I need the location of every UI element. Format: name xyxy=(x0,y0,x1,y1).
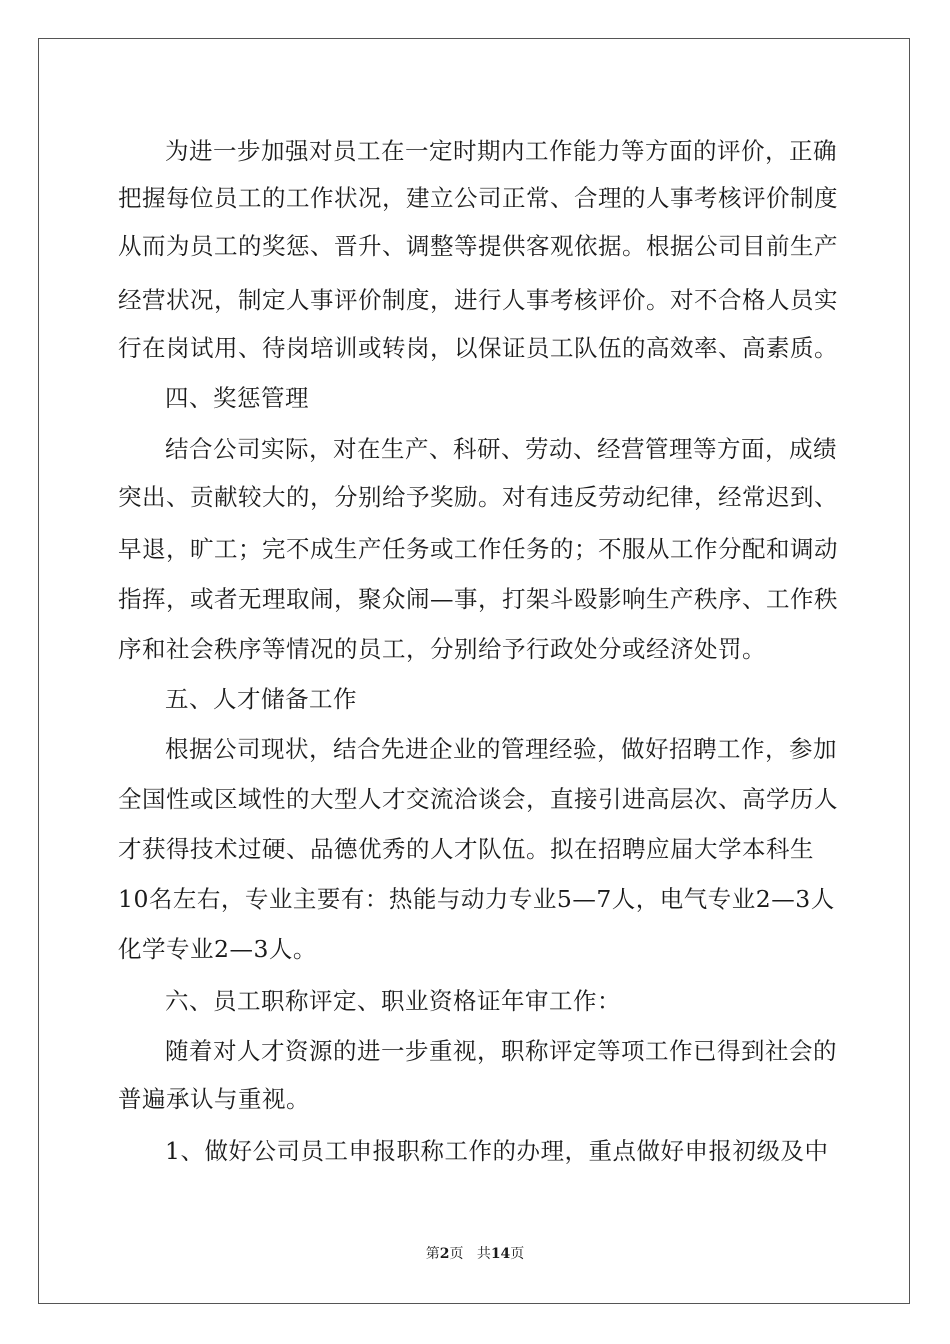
paragraph-line: 突出、贡献较大的，分别给予奖励。对有违反劳动纪律，经常迟到、 xyxy=(118,483,838,511)
page-prefix: 第 xyxy=(425,1246,440,1262)
paragraph-line: 1、做好公司员工申报职称工作的办理，重点做好申报初级及中 xyxy=(165,1137,829,1165)
paragraph-line: 行在岗试用、待岗培训或转岗，以保证员工队伍的高效率、高素质。 xyxy=(118,334,838,362)
paragraph-line: 根据公司现状，结合先进企业的管理经验，做好招聘工作，参加 xyxy=(165,735,837,763)
section-heading: 五、人才储备工作 xyxy=(165,685,357,713)
page-suffix: 页 xyxy=(449,1246,464,1262)
section-heading: 六、员工职称评定、职业资格证年审工作： xyxy=(165,987,621,1015)
page-number: 2 xyxy=(439,1246,450,1262)
paragraph-line: 从而为员工的奖惩、晋升、调整等提供客观依据。根据公司目前生产 xyxy=(118,232,838,260)
paragraph-line: 普遍承认与重视。 xyxy=(118,1085,310,1113)
paragraph-line: 结合公司实际，对在生产、科研、劳动、经营管理等方面，成绩 xyxy=(165,435,837,463)
paragraph-line: 把握每位员工的工作状况，建立公司正常、合理的人事考核评价制度 xyxy=(118,184,838,212)
paragraph-line: 才获得技术过硬、品德优秀的人才队伍。拟在招聘应届大学本科生 xyxy=(118,835,814,863)
paragraph-line: 化学专业2—3人。 xyxy=(118,935,317,963)
total-prefix: 共 xyxy=(476,1246,491,1262)
paragraph-line: 序和社会秩序等情况的员工，分别给予行政处分或经济处罚。 xyxy=(118,635,766,663)
paragraph-line: 早退，旷工；完不成生产任务或工作任务的；不服从工作分配和调动 xyxy=(118,535,838,563)
section-heading: 四、奖惩管理 xyxy=(165,384,309,412)
page-footer xyxy=(0,1244,950,1264)
total-pages: 14 xyxy=(490,1246,511,1262)
total-suffix: 页 xyxy=(510,1246,525,1262)
paragraph-line: 经营状况，制定人事评价制度，进行人事考核评价。对不合格人员实 xyxy=(118,286,838,314)
paragraph-line: 指挥，或者无理取闹，聚众闹—事，打架斗殴影响生产秩序、工作秩 xyxy=(118,585,838,613)
paragraph-line: 全国性或区域性的大型人才交流洽谈会，直接引进高层次、高学历人 xyxy=(118,785,838,813)
page-frame xyxy=(38,38,910,1304)
paragraph-line: 随着对人才资源的进一步重视，职称评定等项工作已得到社会的 xyxy=(165,1037,837,1065)
paragraph-line: 为进一步加强对员工在一定时期内工作能力等方面的评价，正确 xyxy=(165,137,837,165)
paragraph-line: 10名左右，专业主要有：热能与动力专业5—7人，电气专业2—3人 xyxy=(118,885,835,913)
